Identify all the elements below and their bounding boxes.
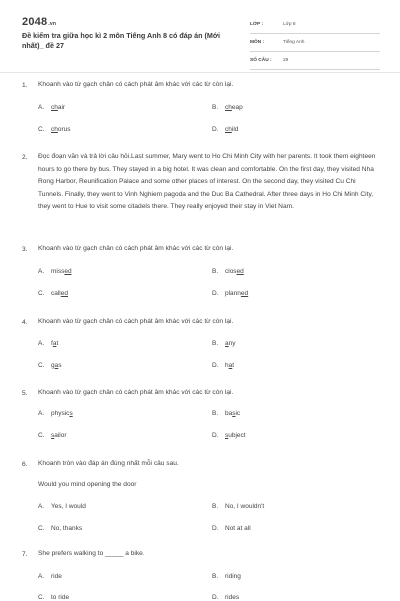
option-b[interactable]: B. any: [212, 340, 236, 347]
option-d[interactable]: D. hat: [212, 362, 235, 369]
option-a[interactable]: A. missed: [38, 268, 72, 275]
option-b[interactable]: B. cheap: [212, 104, 243, 111]
option-b[interactable]: B. No, I wouldn't: [212, 503, 265, 510]
header-divider: [0, 72, 400, 73]
option-c[interactable]: C. called: [38, 290, 68, 297]
option-a[interactable]: A. ride: [38, 573, 62, 580]
option-d[interactable]: D. rides: [212, 594, 240, 601]
reading-passage: Đọc đoạn văn và trả lời câu hỏi.Last summer, Mary went to Ho Chi Minh City with her parents. It took them eighteen hours to go there by bus. They stayed in a big hotel. It was clean and comfortable. On the first day, they visited Nha Rong Harbor, Reunification Palace and some other places of interest. On the second day, they visited Cu Chi Tunnels. Finally, they went to Vinh Nghiem pagoda and the Duc Ba Cathedral. After three days in Ho Chi Minh City, they went to Hue to visit some citadels there. They really enjoyed their stay in Viet Nam.: [38, 153, 376, 210]
question-number: 5.: [22, 390, 28, 397]
option-c[interactable]: C. gas: [38, 362, 62, 369]
question-text: Khoanh vào từ gạch chân có cách phát âm khác với các từ còn lại.: [38, 81, 234, 88]
option-a[interactable]: A. Yes, I would: [38, 503, 86, 510]
meta-class: LỚP : Lớp 8: [250, 16, 380, 34]
option-c[interactable]: C. to ride: [38, 594, 70, 601]
question-number: 3.: [22, 246, 28, 253]
option-b[interactable]: B. closed: [212, 268, 244, 275]
option-d[interactable]: D. child: [212, 126, 239, 133]
meta-question-count: SỐ CÂU : 29: [250, 52, 380, 70]
option-d[interactable]: D. subject: [212, 432, 246, 439]
question-number: 4.: [22, 319, 28, 326]
option-b[interactable]: B. basic: [212, 410, 241, 417]
option-d[interactable]: D. Not at all: [212, 525, 251, 532]
page-title: Đề kiểm tra giữa học kì 2 môn Tiếng Anh 8 có đáp án (Mới nhất)_ đề 27: [22, 31, 221, 50]
question-text: Khoanh vào từ gạch chân có cách phát âm khác với các từ còn lại.: [38, 318, 234, 325]
page-header: [0, 0, 400, 70]
meta-subject: MÔN : Tiếng Anh: [250, 34, 380, 52]
option-a[interactable]: A. fat: [38, 340, 59, 347]
question-text: Khoanh vào từ gạch chân có cách phát âm khác với các từ còn lại.: [38, 245, 234, 252]
question-number: 2.: [22, 154, 28, 161]
option-b[interactable]: B. riding: [212, 573, 241, 580]
question-text: She prefers walking to _____ a bike.: [38, 550, 145, 557]
option-a[interactable]: A. physics: [38, 410, 73, 417]
exam-meta: [250, 16, 380, 70]
option-c[interactable]: C. chorus: [38, 126, 71, 133]
question-number: 7.: [22, 551, 28, 558]
question-text: Khoanh vào từ gạch chân có cách phát âm khác với các từ còn lại.: [38, 389, 234, 396]
question-number: 6.: [22, 461, 28, 468]
option-c[interactable]: C. No, thanks: [38, 525, 83, 532]
option-d[interactable]: D. planned: [212, 290, 249, 297]
option-a[interactable]: A. chair: [38, 104, 66, 111]
site-logo[interactable]: 2048.vn: [22, 16, 57, 28]
option-c[interactable]: C. sailor: [38, 432, 67, 439]
question-text: Khoanh tròn vào đáp án đúng nhất mỗi câu sau.: [38, 460, 179, 467]
question-number: 1.: [22, 82, 28, 89]
question-prompt: Would you mind opening the door: [38, 481, 137, 488]
